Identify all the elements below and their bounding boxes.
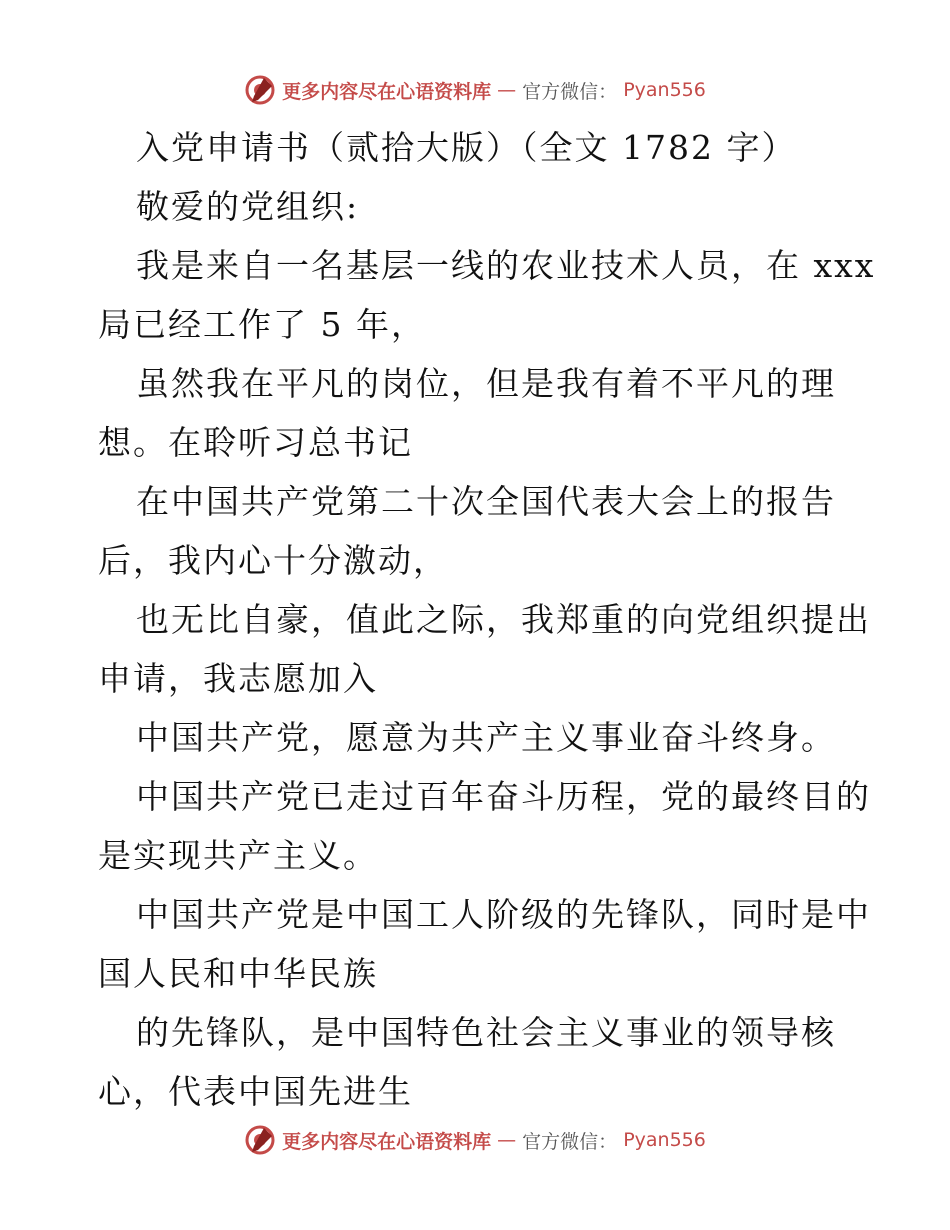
banner-official-label: 官方微信： xyxy=(522,80,618,103)
document-line: 心，代表中国先进生 xyxy=(98,1072,413,1111)
document-line: 中国共产党，愿意为共产主义事业奋斗终身。 xyxy=(136,718,836,757)
document-line: 也无比自豪，值此之际，我郑重的向党组织提出 xyxy=(136,600,871,639)
pen-circle-logo-icon xyxy=(244,1124,276,1156)
banner-wechat-id: Pyan556 xyxy=(623,79,706,101)
footer-banner-content xyxy=(244,1124,706,1156)
document-line: 在中国共产党第二十次全国代表大会上的报告 xyxy=(136,482,836,521)
banner-official-label: 官方微信： xyxy=(522,1130,618,1153)
banner-main-text: 更多内容尽在心语资料库 xyxy=(282,80,492,103)
document-line: 国人民和中华民族 xyxy=(98,954,378,993)
document-line: 后，我内心十分激动， xyxy=(98,541,448,580)
pen-circle-logo-icon xyxy=(244,74,276,106)
document-line: 入党申请书（贰拾大版）（全文 1782 字） xyxy=(136,128,797,167)
header-banner-content xyxy=(244,74,706,106)
document-line: 中国共产党已走过百年奋斗历程，党的最终目的 xyxy=(136,777,871,816)
banner-dash: — xyxy=(497,1129,517,1151)
banner-dash: — xyxy=(497,79,517,101)
document-line: 申请，我志愿加入 xyxy=(98,659,378,698)
banner-wechat-id: Pyan556 xyxy=(623,1129,706,1151)
document-line: 敬爱的党组织: xyxy=(136,187,360,226)
footer-banner xyxy=(0,1120,950,1160)
document-line: 的先锋队，是中国特色社会主义事业的领导核 xyxy=(136,1013,836,1052)
document-line: 是实现共产主义。 xyxy=(98,836,378,875)
document-body xyxy=(98,118,876,1121)
document-line: 想。在聆听习总书记 xyxy=(98,423,413,462)
document-line: 局已经工作了 5 年， xyxy=(98,305,426,344)
document-line: 我是来自一名基层一线的农业技术人员，在 xxx xyxy=(136,246,876,285)
header-banner xyxy=(0,70,950,110)
banner-main-text: 更多内容尽在心语资料库 xyxy=(282,1130,492,1153)
document-line: 虽然我在平凡的岗位，但是我有着不平凡的理 xyxy=(136,364,836,403)
document-line: 中国共产党是中国工人阶级的先锋队，同时是中 xyxy=(136,895,871,934)
